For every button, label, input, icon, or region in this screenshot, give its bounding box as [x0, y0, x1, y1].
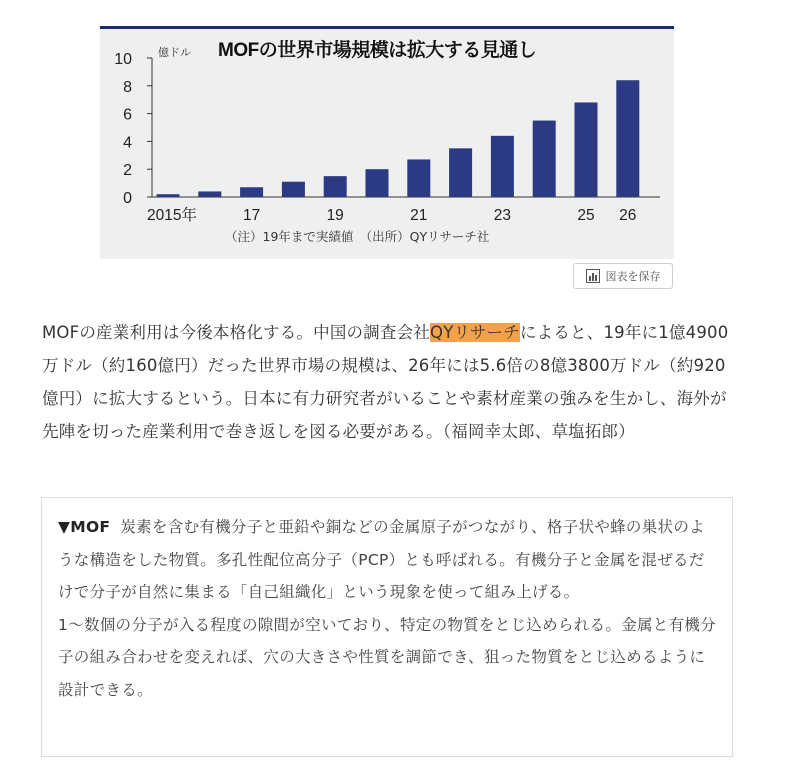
- article-text-after: によると、19年に1億4900万ドル（約160億円）だった世界市場の規模は、26年には5.6倍の8億3800万ドル（約920億円）に拡大するという。日本に有力研究者がいることや素材産業の強みを生かし、海外が先陣を切った産業利用で巻き返しを図る必要がある。（福岡幸太郎、草塩拓郎）: [42, 323, 729, 441]
- glossary-paragraph-2: 1～数個の分子が入る程度の隙間が空いており、特定の物質をとじ込められる。金属と有機分子の組み合わせを変えれば、穴の大きさや性質を調節でき、狙った物質をとじ込めるように設計できる。: [58, 615, 716, 699]
- y-tick-label: 10: [114, 51, 132, 68]
- chart-bars: [157, 80, 640, 197]
- bar-2023: [491, 136, 514, 197]
- bar-2017: [240, 187, 263, 197]
- y-axis-unit: 億ドル: [158, 46, 191, 59]
- article-text-before: MOFの産業利用は今後本格化する。中国の調査会社: [42, 323, 431, 342]
- x-tick-label-2017: 17: [242, 207, 261, 224]
- bar-2018: [282, 182, 305, 197]
- bar-chart: [100, 29, 674, 256]
- chart-figure: [100, 26, 674, 259]
- x-tick-label-2019: 19: [326, 207, 344, 224]
- save-chart-label: 図表を保存: [605, 270, 661, 283]
- y-tick-label: 0: [123, 190, 132, 207]
- glossary-term: ▼MOF: [58, 518, 111, 536]
- bar-2019: [324, 176, 347, 197]
- highlighted-term: QYリサーチ: [430, 323, 520, 342]
- x-tick-label-2023: 23: [493, 207, 512, 224]
- x-tick-label-2026: 26: [619, 207, 637, 224]
- bar-2016: [198, 191, 221, 197]
- chart-title: MOFの世界市場規模は拡大する見通し: [218, 40, 537, 61]
- save-chart-button[interactable]: [573, 263, 673, 289]
- y-axis-ticks: [114, 51, 152, 207]
- bar-2026: [616, 80, 639, 197]
- x-tick-label-2025: 25: [577, 207, 595, 224]
- glossary-box: [41, 497, 733, 757]
- bar-chart-icon: [586, 269, 600, 283]
- y-tick-label: 8: [123, 78, 132, 96]
- article-paragraph: [42, 316, 742, 448]
- y-tick-label: 6: [123, 106, 132, 124]
- x-tick-label-2015: 2015年: [147, 207, 197, 224]
- bar-2020: [366, 169, 389, 197]
- y-tick-label: 4: [123, 134, 132, 152]
- bar-2021: [407, 159, 430, 197]
- x-tick-label-2021: 21: [410, 207, 428, 224]
- x-axis-ticks: [147, 205, 636, 224]
- bar-2025: [575, 102, 598, 197]
- bar-2024: [533, 121, 556, 197]
- bar-2015: [157, 194, 180, 197]
- y-tick-label: 2: [123, 162, 132, 180]
- glossary-text-1: 炭素を含む有機分子と亜鉛や銅などの金属原子がつながり、格子状や蜂の巣状のような構造をした物質。多孔性配位高分子（PCP）とも呼ばれる。有機分子と金属を混ぜるだけで分子が自然に集まる「自己組織化」という現象を使って組み上げる。: [58, 518, 705, 601]
- glossary-paragraph-1: [58, 511, 716, 609]
- bar-2022: [449, 148, 472, 197]
- chart-note: （注）19年まで実績値 （出所）QYリサーチ社: [225, 229, 490, 244]
